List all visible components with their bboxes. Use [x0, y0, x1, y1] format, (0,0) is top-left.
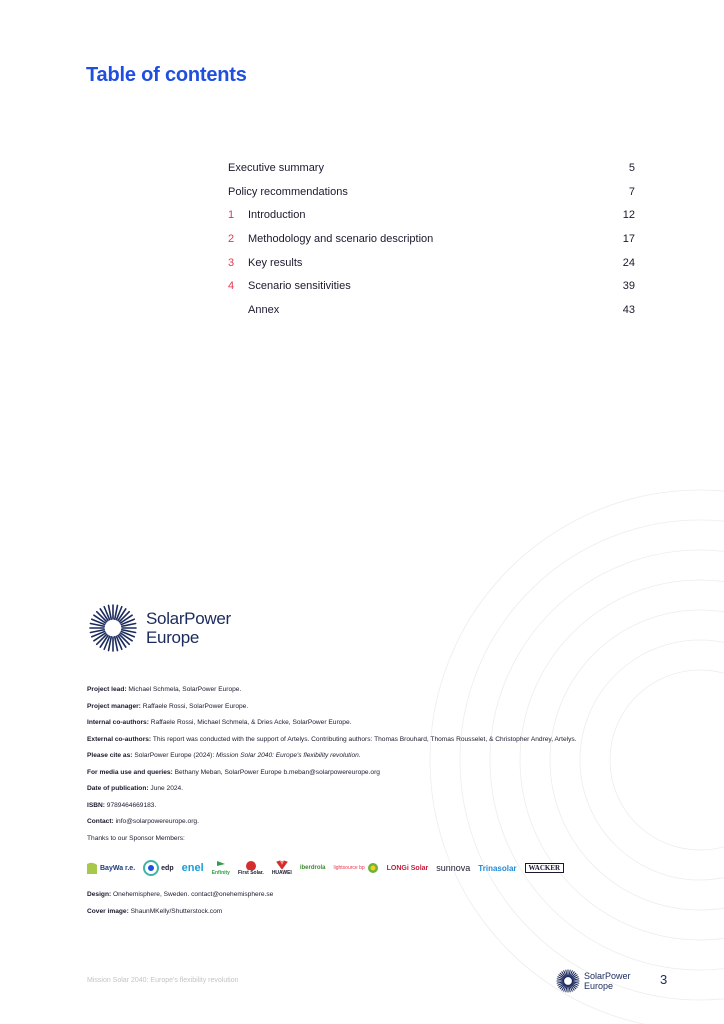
toc-entry-executive-summary[interactable] [228, 162, 635, 186]
credits-block [87, 686, 647, 851]
toc-page: 5 [628, 162, 635, 174]
footer-sunburst-icon [556, 969, 580, 993]
toc-number: 2 [228, 233, 235, 246]
footer-report-title: Mission Solar 2040: Europe's flexibility revolution [87, 977, 239, 984]
sponsor-logos [86, 855, 646, 881]
page-title: Table of contents [86, 64, 247, 86]
credit-date: Date of publication: June 2024. [87, 785, 184, 792]
toc-page: 7 [628, 185, 635, 198]
table-of-contents [228, 162, 635, 328]
toc-number: 3 [228, 256, 235, 269]
sponsor-enel: enel [181, 862, 204, 874]
credit-design: Design: Onehemisphere, Sweden. contact@onehemisphere.se [87, 891, 274, 898]
sponsor-edp: edp [143, 860, 173, 876]
sponsor-longi: LONGi Solar [386, 864, 429, 872]
bp-helios-icon [367, 862, 379, 874]
toc-label: Introduction [248, 209, 306, 222]
credit-project-manager: Project manager: Raffaele Rossi, SolarPower Europe. [87, 702, 249, 710]
toc-page: 39 [622, 280, 635, 293]
sponsor-trinasolar: Trinasolar [478, 863, 517, 873]
toc-label: Scenario sensitivities [248, 280, 351, 293]
credit-contact: Contact: info@solarpowereurope.org. [87, 818, 199, 825]
first-solar-sun-icon [244, 860, 258, 870]
footer-logo [556, 969, 631, 993]
solarpower-europe-logo [88, 603, 231, 653]
credits-design-block [87, 891, 647, 924]
edp-circle-icon [143, 860, 159, 876]
sponsor-sunnova: sunnova [436, 863, 471, 873]
toc-entry-annex[interactable] [228, 304, 635, 328]
toc-label: Key results [248, 256, 303, 269]
credit-media: For media use and queries: Bethany Meban, SolarPower Europe b.meban@solarpowereurope.org [87, 768, 380, 776]
sponsor-huawei: HUAWEI [272, 860, 292, 876]
toc-label: Policy recommendations [228, 185, 348, 198]
credit-cover-image: Cover image: ShaunMKelly/Shutterstock.com [87, 907, 223, 915]
credit-isbn: ISBN: 9789464669183. [87, 801, 157, 809]
toc-entry-introduction[interactable] [228, 209, 635, 233]
credit-cite-as: Please cite as: SolarPower Europe (2024): Mission Solar 2040: Europe's flexibility revolution. [87, 752, 361, 759]
baywa-leaf-icon [86, 861, 98, 875]
toc-entry-methodology[interactable] [228, 233, 635, 257]
sponsor-first-solar: First Solar. [238, 860, 264, 876]
footer-logo-line-1: SolarPower [584, 971, 631, 981]
toc-page: 12 [622, 209, 635, 222]
toc-entry-key-results[interactable] [228, 257, 635, 281]
credit-external-coauthors: External co-authors: This report was conducted with the support of Artelys. Contributing authors: Thomas Brouhard, Thomas Rousselet, & Christopher Andrey, Artelys. [87, 735, 577, 743]
toc-page: 17 [622, 233, 635, 246]
credit-internal-coauthors: Internal co-authors: Raffaele Rossi, Michael Schmela, & Dries Acke, SolarPower Europe. [87, 719, 352, 726]
sponsor-lightsource-bp: lightsource bp [334, 862, 379, 874]
footer-logo-line-2: Europe [584, 981, 614, 991]
sponsor-iberdrola: iberdrola [299, 865, 326, 871]
toc-page: 24 [622, 256, 635, 269]
page-number: 3 [660, 972, 668, 987]
toc-number: 1 [228, 209, 235, 222]
sponsor-baywa: BayWa r.e. [86, 861, 135, 875]
sponsor-wacker: WACKER [525, 863, 565, 873]
toc-page: 43 [622, 304, 635, 317]
toc-label: Methodology and scenario description [248, 233, 434, 246]
toc-number: 4 [228, 280, 235, 293]
toc-label: Annex [248, 304, 280, 317]
sponsor-enfinity: Enfinity [212, 860, 230, 876]
enfinity-flag-icon [215, 860, 227, 870]
credit-thanks: Thanks to our Sponsor Members: [87, 834, 185, 842]
sunburst-logo-icon [88, 603, 138, 653]
logo-line-2: Europe [146, 628, 200, 647]
huawei-flower-icon [275, 860, 289, 870]
toc-entry-scenario-sensitivities[interactable] [228, 280, 635, 304]
logo-line-1: SolarPower [146, 609, 231, 628]
credit-project-lead: Project lead: Michael Schmela, SolarPower Europe. [87, 686, 242, 693]
toc-label: Executive summary [228, 162, 324, 174]
toc-entry-policy-recommendations[interactable] [228, 186, 635, 210]
